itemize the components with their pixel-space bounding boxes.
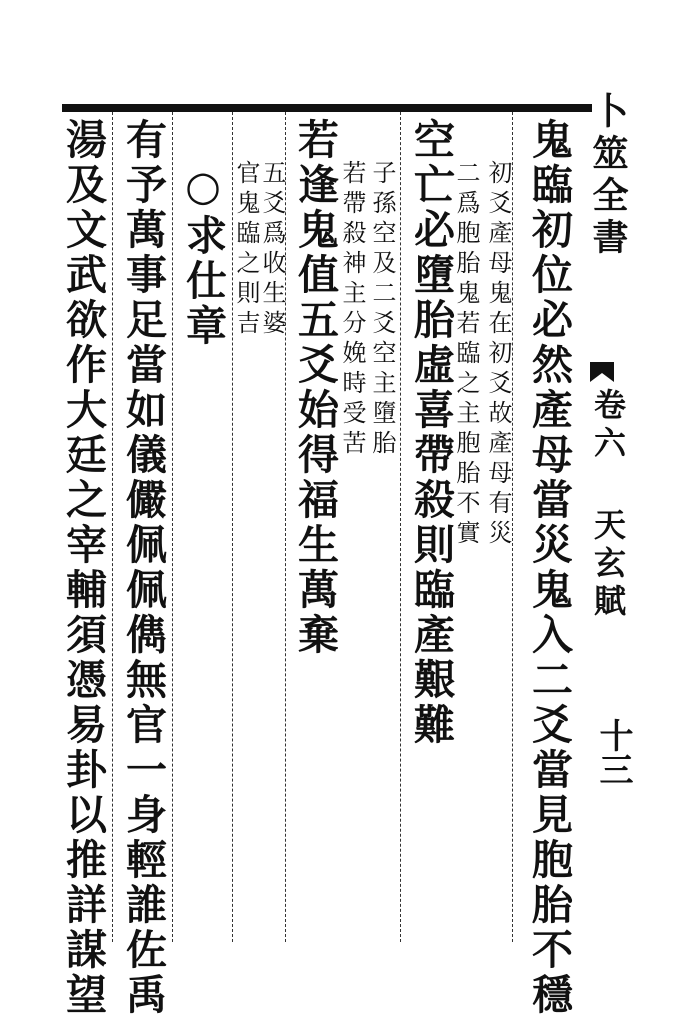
fishtail-mark bbox=[590, 362, 614, 382]
note-column: 子孫空及二爻空主墮胎 bbox=[368, 160, 396, 460]
note-column: 若帶殺神主分娩時受苦 bbox=[338, 160, 366, 460]
column-rule bbox=[112, 112, 114, 942]
column-rule bbox=[400, 112, 402, 942]
section-heading: ○求仕章 bbox=[179, 162, 227, 349]
main-text-column: 鬼臨初位必然產母當災鬼入二爻當見胞胎不穩 bbox=[525, 118, 573, 1018]
column-rule bbox=[512, 112, 514, 942]
main-text-column: 有予萬事足當如儀儼佩佩儁無官一身輕誰佐禹 bbox=[119, 118, 167, 1018]
note-column: 初爻產母鬼在初爻故產母有災 bbox=[484, 160, 512, 550]
main-text-column: 若逢鬼值五爻始得福生萬棄 bbox=[291, 118, 339, 658]
volume-info: 卷六 天玄賦 bbox=[589, 388, 627, 622]
note-column: 官鬼臨之則吉 bbox=[232, 160, 260, 340]
main-text-column: 空亡必墮胎虛喜帶殺則臨產艱難 bbox=[407, 118, 455, 748]
column-rule bbox=[172, 112, 174, 942]
book-title: 卜筮全書 bbox=[587, 92, 629, 260]
note-column: 二爲胞胎鬼若臨之主胞胎不實 bbox=[452, 160, 480, 550]
main-text-column: 湯及文武欲作大廷之宰輔須憑易卦以推詳謀望 bbox=[59, 118, 107, 1018]
top-border-rule bbox=[62, 104, 592, 112]
note-column: 五爻爲收生婆 bbox=[258, 160, 286, 340]
folio-number: 十三 bbox=[593, 718, 633, 786]
